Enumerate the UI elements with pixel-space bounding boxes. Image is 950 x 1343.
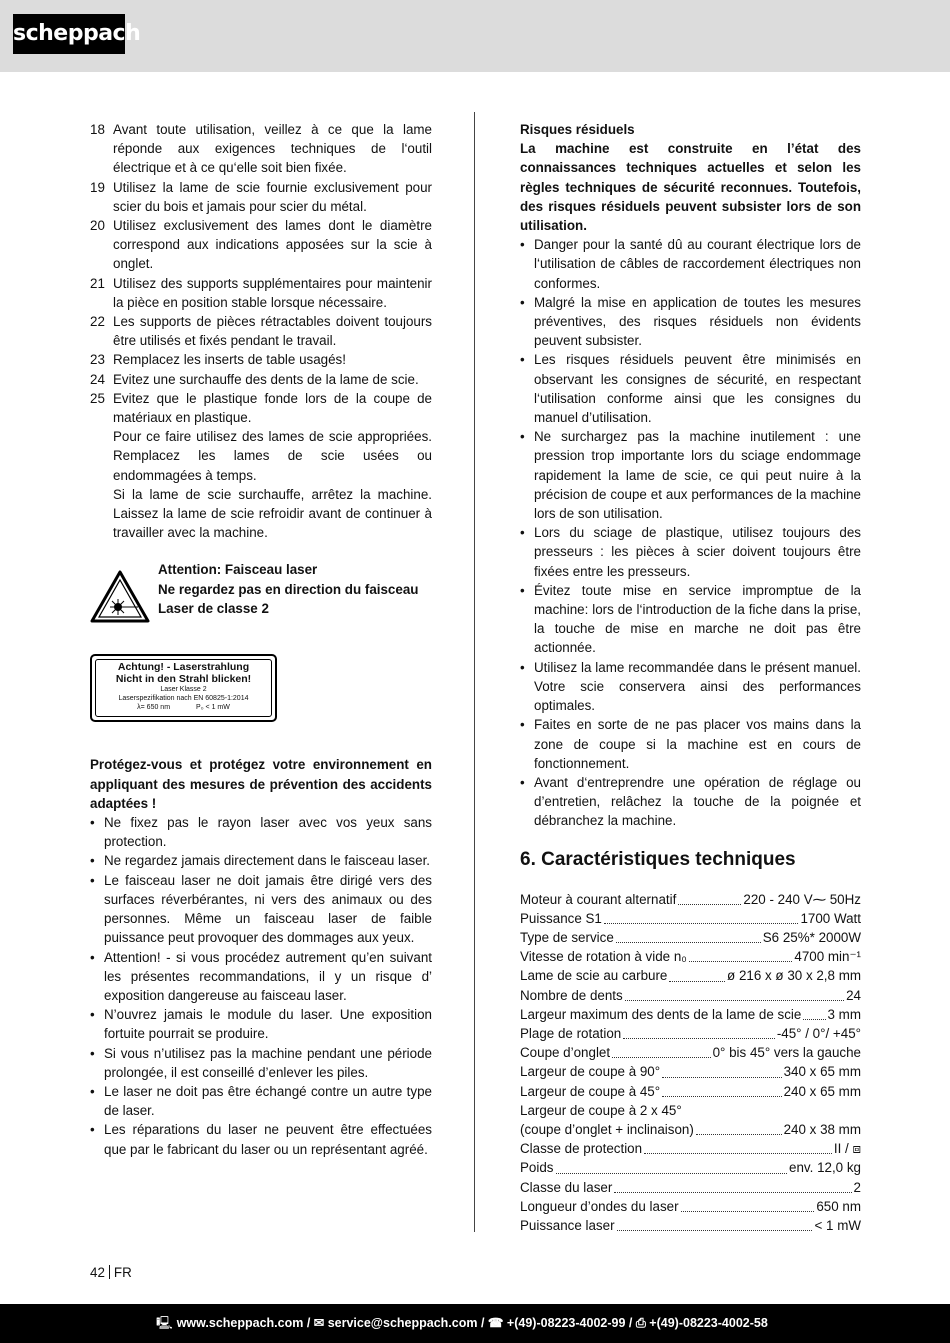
page-footer (90, 1265, 132, 1280)
spec-value: 240 x 65 mm (783, 1083, 861, 1099)
protect-bullet-item (90, 1044, 432, 1082)
spec-label: Lame de scie au carbure (520, 968, 668, 984)
laser-warning-line1: Attention: Faisceau laser (158, 562, 318, 578)
laser-warning-line2: Ne regardez pas en direction du faisceau (158, 581, 419, 597)
risk-bullet-item (520, 293, 861, 351)
spec-row (520, 909, 861, 928)
bullet-icon: • (520, 659, 525, 675)
dot-leader (616, 942, 761, 943)
spec-row (520, 928, 861, 947)
spec-label: Largeur maximum des dents de la lame de scie (520, 1006, 802, 1022)
spec-row (520, 1178, 861, 1197)
bullet-icon: • (520, 429, 525, 445)
bullet-icon: • (90, 1122, 95, 1138)
spec-label: Coupe d’onglet (520, 1045, 611, 1061)
spec-value: 24 (846, 987, 861, 1003)
laser-label-wavelength: λ= 650 nm (137, 704, 171, 712)
item25-extra-2: Si la lame de scie surchauffe, arrêtez la machine. Laissez la lame de scie refroidir avant de continuer à travailler avec la machine. (113, 486, 432, 541)
spec-row (520, 1062, 861, 1081)
protect-bullet-item (90, 813, 432, 851)
spec-label: Nombre de dents (520, 987, 623, 1003)
spec-row (520, 1216, 861, 1235)
protect-bullet-item (90, 1120, 432, 1158)
bullet-text: Évitez toute mise en service impromptue de la machine: lors de l‘introduction de la fiche dans la prise, la touche de mise en marche ne doit pas être actionnée. (534, 582, 861, 656)
spec-row (520, 947, 861, 966)
computer-icon: 🖳 (156, 1316, 173, 1330)
item-text: Utilisez exclusivement des lames dont le diamètre correspond aux indications apposées sur la scie à onglet. (113, 218, 432, 272)
spec-value: 1700 Watt (800, 910, 861, 926)
risk-bullet-item (520, 350, 861, 427)
bullet-text: Si vous n’utilisez pas la machine pendant une période prolongée, il est conseillé d’enlever les piles. (104, 1045, 432, 1080)
spec-value: 2 (853, 1179, 861, 1195)
dot-leader (623, 1038, 775, 1039)
bullet-icon: • (90, 949, 95, 965)
spec-label: (coupe d’onglet + inclinaison) (520, 1121, 694, 1137)
spec-value: 650 nm (816, 1198, 861, 1214)
spec-label: Type de service (520, 929, 614, 945)
bullet-icon: • (90, 1083, 95, 1099)
item-number: 25 (90, 390, 105, 406)
spec-label: Puissance laser (520, 1217, 615, 1233)
numbered-item (90, 350, 432, 369)
protect-bullet-item (90, 1082, 432, 1120)
bullet-text: Utilisez la lame recommandée dans le présent manuel. Votre scie conservera ainsi des performances optimales. (534, 659, 861, 714)
spec-2x45-line1: Largeur de coupe à 2 x 45° (520, 1102, 682, 1118)
spec-row (520, 1043, 861, 1062)
contact-line (156, 1304, 768, 1343)
item25-extra-1: Pour ce faire utilisez des lames de scie appropriées. Remplacez les lames de scie usées ou endommagées à temps. (113, 429, 432, 483)
item-number: 19 (90, 179, 105, 195)
numbered-item (90, 370, 432, 389)
bullet-icon: • (520, 582, 525, 598)
dot-leader (625, 1000, 844, 1001)
dot-leader (644, 1153, 832, 1154)
contact-text: www.scheppach.com / ✉ service@scheppach.com / ☎ +(49)-08223-4002-99 / ⎙ +(49)-08223-4002-58 (176, 1316, 768, 1330)
bullet-icon: • (520, 525, 525, 541)
spec-value: 4700 min⁻¹ (794, 949, 861, 965)
bullet-text: Attention! - si vous procédez autrement qu’en suivant les présentes recommandations, il y un risque d’ exposition dangereuse au faisceau laser. (104, 949, 432, 1003)
spec-value: 240 x 38 mm (783, 1121, 861, 1137)
protect-heading: Protégez-vous et protégez votre environnement en appliquant des mesures de prévention des accidents adaptées ! (90, 757, 432, 811)
spec-row (520, 1005, 861, 1024)
risk-bullet-item (520, 581, 861, 658)
spec-row (520, 1197, 861, 1216)
risk-bullet-item (520, 427, 861, 523)
bullet-text: Le faisceau laser ne doit jamais être dirigé vers des surfaces réverbérantes, ni vers des animaux ou des personnes. Même un faisceau laser de faible puissance peut provoquer des dommages aux yeux. (104, 872, 432, 946)
spec-value: 3 mm (827, 1006, 861, 1022)
bullet-text: Ne surchargez pas la machine inutilement : une pression trop importante lors du sciage endommage rapidement la lame de scie, ce qui peut nuire à la précision de coupe et aux performances de la machine lors de son utilisation. (534, 429, 861, 522)
laser-warning-block (90, 560, 432, 644)
column-divider (474, 112, 475, 1232)
bullet-icon: • (90, 853, 95, 869)
dot-leader (604, 923, 799, 924)
spec-label: Classe de protection (520, 1141, 643, 1157)
laser-label-power: P₀ < 1 mW (196, 704, 230, 712)
dot-leader (669, 981, 725, 982)
bullet-icon: • (90, 815, 95, 831)
bullet-icon: • (520, 717, 525, 733)
brand-logo: scheppach (13, 14, 125, 54)
bullet-text: Avant d‘entreprendre une opération de réglage ou d’entretien, relâchez la touche de la poignée et débranchez la machine. (534, 774, 861, 829)
bullet-icon: • (90, 1045, 95, 1061)
protect-bullet-item (90, 948, 432, 1006)
numbered-item (90, 178, 432, 216)
spec-row (520, 890, 861, 909)
dot-leader (678, 904, 741, 905)
dot-leader (662, 1096, 781, 1097)
spec-value: 0° bis 45° vers la gauche (712, 1045, 861, 1061)
spec-label: Vitesse de rotation à vide n₀ (520, 949, 687, 965)
laser-label-line1: Achtung! - Laserstrahlung (117, 661, 250, 674)
spec-label: Largeur de coupe à 45° (520, 1083, 661, 1099)
numbered-item (90, 312, 432, 350)
spec-value: env. 12,0 kg (789, 1160, 861, 1176)
risk-bullet-item (520, 523, 861, 581)
item-text: Utilisez des supports supplémentaires pour maintenir la pièce en position stable lorsque nécessaire. (113, 275, 432, 310)
risk-bullet-item (520, 658, 861, 716)
laser-warning-line3: Laser de classe 2 (158, 600, 269, 616)
risk-bullet-item (520, 773, 861, 831)
bullet-icon: • (520, 352, 525, 368)
bullet-icon: • (520, 294, 525, 310)
dot-leader (617, 1230, 813, 1231)
laser-label (90, 654, 277, 722)
item-text: Evitez que le plastique fonde lors de la coupe de matériaux en plastique. (113, 390, 432, 426)
spec-row (520, 1024, 861, 1043)
dot-leader (556, 1173, 788, 1174)
dot-leader (662, 1077, 781, 1078)
spec-label: Puissance S1 (520, 910, 602, 926)
bullet-text: Les réparations du laser ne peuvent être effectuées que par le fabricant du laser ou un représentant agréé. (104, 1122, 432, 1157)
risk-bullet-item (520, 715, 861, 773)
spec-value: S6 25%* 2000W (762, 929, 861, 945)
dot-leader (614, 1192, 851, 1193)
spec-label: Moteur à courant alternatif (520, 891, 677, 907)
numbered-list (90, 120, 432, 427)
spec-row-2x45 (520, 1120, 861, 1139)
right-column (520, 120, 861, 1235)
numbered-item (90, 216, 432, 274)
laser-warning-text (158, 560, 432, 618)
risks-title: Risques résiduels (520, 122, 635, 137)
item-text: Utilisez la lame de scie fournie exclusivement pour scier du bois et jamais pour scier du métal. (113, 179, 432, 214)
numbered-item (90, 120, 432, 178)
laser-label-line3: Laser Klasse 2 (160, 686, 207, 694)
spec-label: Plage de rotation (520, 1025, 622, 1041)
spec-row (520, 1082, 861, 1101)
spec-table (520, 890, 861, 1101)
laser-label-line2: Nicht in den Strahl blicken! (115, 673, 252, 686)
spec-row (520, 986, 861, 1005)
spec-row (520, 1139, 861, 1158)
protect-bullet-item (90, 1005, 432, 1043)
item-number: 18 (90, 122, 105, 137)
spec-table-2 (520, 1139, 861, 1235)
dot-leader (612, 1057, 710, 1058)
spec-label: Longueur d’ondes du laser (520, 1198, 679, 1214)
laser-label-inner (95, 659, 272, 717)
section-title: 6. Caractéristiques techniques (520, 848, 796, 870)
bullet-text: Danger pour la santé dû au courant électrique lors de l‘utilisation de câbles de raccordement électriques non conformes. (534, 237, 861, 291)
spec-value: 340 x 65 mm (783, 1064, 861, 1080)
protect-bullet-item (90, 851, 432, 870)
risk-bullet-list (520, 235, 861, 830)
dot-leader (696, 1134, 782, 1135)
spec-label: Largeur de coupe à 90° (520, 1064, 661, 1080)
page-separator (109, 1265, 110, 1279)
bullet-text: N’ouvrez jamais le module du laser. Une exposition fortuite pourrait se produire. (104, 1007, 432, 1042)
page-number: 42 (90, 1265, 105, 1280)
item-number: 23 (90, 352, 105, 368)
bullet-text: Le laser ne doit pas être échangé contre un autre type de laser. (104, 1083, 432, 1119)
bullet-text: Ne fixez pas le rayon laser avec vos yeux sans protection. (104, 815, 432, 850)
bullet-icon: • (520, 774, 525, 790)
item-number: 20 (90, 218, 105, 234)
bullet-text: Malgré la mise en application de toutes les mesures préventives, des risques résiduels non évidents peuvent subsister. (534, 294, 861, 349)
protect-bullet-list (90, 813, 432, 1159)
item-number: 24 (90, 371, 105, 387)
item-text: Remplacez les inserts de table usagés! (113, 352, 346, 368)
protect-bullet-item (90, 871, 432, 948)
item-text: Evitez une surchauffe des dents de la lame de scie. (113, 371, 419, 387)
left-column (90, 120, 432, 1159)
spec-value: < 1 mW (814, 1217, 861, 1233)
dot-leader (689, 961, 793, 962)
spec-label: Classe du laser (520, 1179, 613, 1195)
item-number: 21 (90, 275, 105, 291)
item-text: Avant toute utilisation, veillez à ce que la lame réponde aux exigences techniques de l‘outil électrique et à ce qu‘elle soit bien fixée. (113, 122, 432, 176)
spec-value: 220 - 240 V⁓ 50Hz (743, 891, 861, 907)
bullet-icon: • (90, 1007, 95, 1023)
bullet-icon: • (520, 237, 525, 253)
item-number: 22 (90, 314, 105, 330)
bullet-text: Lors du sciage de plastique, utilisez toujours des presseurs : les pièces à scier doivent toujours être fixées entre les presseurs. (534, 525, 861, 579)
bullet-text: Faites en sorte de ne pas placer vos mains dans la zone de coupe si la machine est en cours de fonctionnement. (534, 717, 861, 771)
bullet-text: Ne regardez jamais directement dans le faisceau laser. (104, 853, 431, 869)
bullet-text: Les risques résiduels peuvent être minimisés en observant les consignes de sécurité, en respectant l‘utilisation conforme ainsi que les consignes du manuel d’utilisation. (534, 352, 861, 426)
page-language: FR (113, 1265, 132, 1280)
laser-label-line5 (96, 703, 271, 712)
spec-row (520, 1158, 861, 1177)
dot-leader (681, 1211, 815, 1212)
risks-heading: La machine est construite en l’état des connaissances techniques actuelles et selon les règles techniques de sécurité reconnues. Toutefois, des risques résiduels peuvent subsister lors de son utilisation. (520, 141, 861, 234)
contact-bar (0, 1304, 950, 1343)
page-header (0, 0, 950, 72)
spec-value: ø 216 x ø 30 x 2,8 mm (727, 968, 861, 984)
spec-label: Poids (520, 1160, 554, 1176)
dot-leader (803, 1019, 825, 1020)
spec-row (520, 966, 861, 985)
laser-label-line4: Laserspezifikation nach EN 60825-1:2014 (118, 695, 249, 703)
numbered-item (90, 274, 432, 312)
spec-value: II / ⧈ (833, 1141, 861, 1157)
bullet-icon: • (90, 872, 95, 888)
item-text: Les supports de pièces rétractables doivent toujours être utilisés et fixés pendant le travail. (113, 314, 432, 349)
laser-hazard-icon (90, 570, 150, 624)
spec-value: -45° / 0°/ +45° (776, 1025, 861, 1041)
numbered-item (90, 389, 432, 427)
risk-bullet-item (520, 235, 861, 293)
